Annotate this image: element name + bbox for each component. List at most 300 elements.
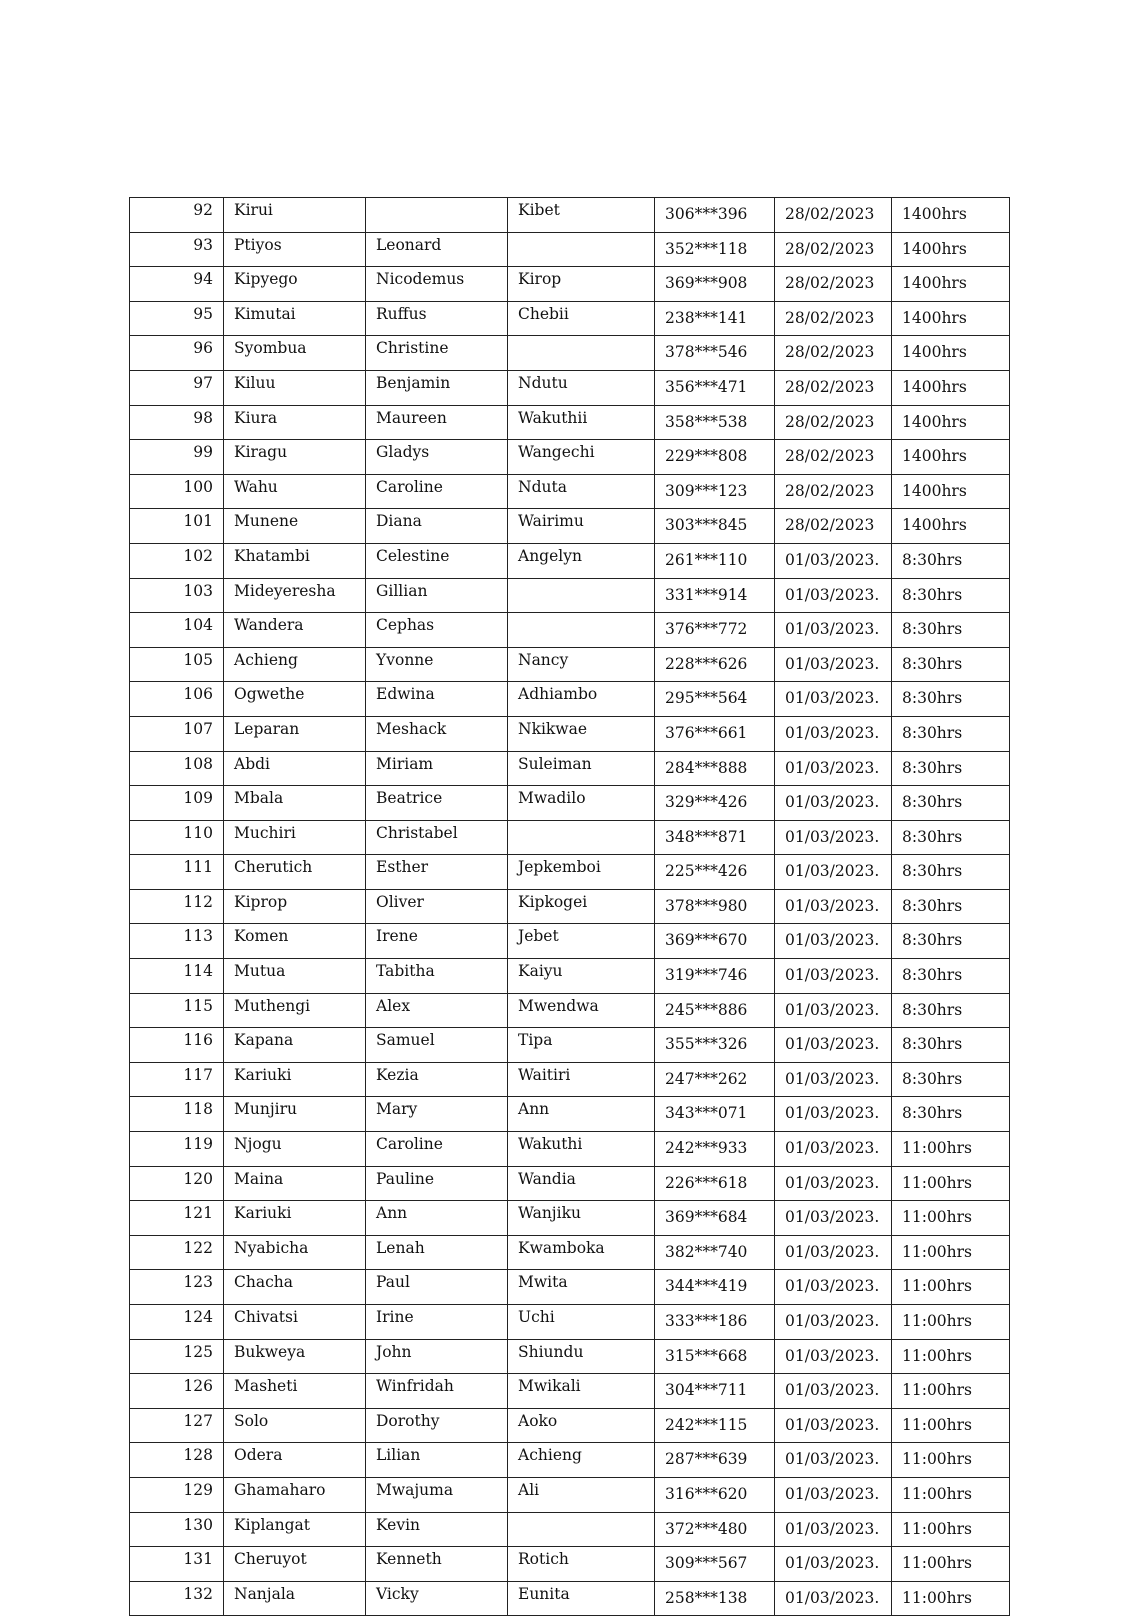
cell-other-name: Nancy: [508, 647, 655, 682]
cell-first-name: Caroline: [366, 474, 508, 509]
table-row: [130, 370, 1010, 405]
cell-id-number: 315***668: [655, 1339, 775, 1374]
cell-time: 11:00hrs: [892, 1477, 1010, 1512]
cell-other-name: Kaiyu: [508, 959, 655, 994]
cell-date: 01/03/2023.: [775, 1512, 892, 1547]
cell-other-name: Tipa: [508, 1028, 655, 1063]
cell-date: 28/02/2023: [775, 474, 892, 509]
table-row: [130, 924, 1010, 959]
cell-other-name: Mwendwa: [508, 993, 655, 1028]
cell-number: 103: [130, 578, 224, 613]
cell-number: 131: [130, 1547, 224, 1582]
cell-number: 122: [130, 1235, 224, 1270]
cell-time: 1400hrs: [892, 509, 1010, 544]
table-row: [130, 716, 1010, 751]
cell-id-number: 343***071: [655, 1097, 775, 1132]
cell-time: 8:30hrs: [892, 543, 1010, 578]
cell-id-number: 329***426: [655, 786, 775, 821]
cell-other-name: Ann: [508, 1097, 655, 1132]
cell-number: 98: [130, 405, 224, 440]
cell-id-number: 344***419: [655, 1270, 775, 1305]
cell-date: 01/03/2023.: [775, 1477, 892, 1512]
cell-other-name: [508, 820, 655, 855]
cell-first-name: Edwina: [366, 682, 508, 717]
cell-surname: Nyabicha: [224, 1235, 366, 1270]
cell-number: 113: [130, 924, 224, 959]
cell-id-number: 372***480: [655, 1512, 775, 1547]
cell-date: 01/03/2023.: [775, 1097, 892, 1132]
cell-surname: Ogwethe: [224, 682, 366, 717]
cell-number: 129: [130, 1477, 224, 1512]
cell-time: 1400hrs: [892, 232, 1010, 267]
cell-number: 119: [130, 1132, 224, 1167]
cell-time: 11:00hrs: [892, 1339, 1010, 1374]
table-row: [130, 440, 1010, 475]
cell-first-name: Beatrice: [366, 786, 508, 821]
cell-id-number: 352***118: [655, 232, 775, 267]
cell-date: 01/03/2023.: [775, 924, 892, 959]
cell-id-number: 247***262: [655, 1062, 775, 1097]
cell-time: 11:00hrs: [892, 1201, 1010, 1236]
cell-other-name: Nkikwae: [508, 716, 655, 751]
cell-date: 01/03/2023.: [775, 820, 892, 855]
cell-first-name: Christabel: [366, 820, 508, 855]
cell-first-name: Mwajuma: [366, 1477, 508, 1512]
cell-date: 01/03/2023.: [775, 993, 892, 1028]
cell-other-name: Waitiri: [508, 1062, 655, 1097]
cell-other-name: Nduta: [508, 474, 655, 509]
cell-id-number: 382***740: [655, 1235, 775, 1270]
table-row: [130, 1132, 1010, 1167]
cell-number: 118: [130, 1097, 224, 1132]
cell-date: 28/02/2023: [775, 336, 892, 371]
cell-surname: Kiragu: [224, 440, 366, 475]
cell-first-name: Ann: [366, 1201, 508, 1236]
cell-first-name: Lilian: [366, 1443, 508, 1478]
cell-first-name: Winfridah: [366, 1374, 508, 1409]
cell-id-number: 228***626: [655, 647, 775, 682]
cell-id-number: 316***620: [655, 1477, 775, 1512]
cell-number: 126: [130, 1374, 224, 1409]
cell-date: 28/02/2023: [775, 440, 892, 475]
cell-time: 8:30hrs: [892, 716, 1010, 751]
cell-number: 104: [130, 613, 224, 648]
cell-first-name: Mary: [366, 1097, 508, 1132]
cell-time: 8:30hrs: [892, 682, 1010, 717]
table-row: [130, 1408, 1010, 1443]
table-row: [130, 1235, 1010, 1270]
cell-other-name: Ndutu: [508, 370, 655, 405]
cell-first-name: John: [366, 1339, 508, 1374]
cell-other-name: Uchi: [508, 1305, 655, 1340]
table-row: [130, 1201, 1010, 1236]
cell-id-number: 376***772: [655, 613, 775, 648]
table-row: [130, 1270, 1010, 1305]
cell-id-number: 348***871: [655, 820, 775, 855]
table-row: [130, 1028, 1010, 1063]
cell-surname: Kirui: [224, 198, 366, 233]
cell-date: 28/02/2023: [775, 232, 892, 267]
cell-first-name: Caroline: [366, 1132, 508, 1167]
table-row: [130, 647, 1010, 682]
cell-surname: Maina: [224, 1166, 366, 1201]
cell-time: 1400hrs: [892, 370, 1010, 405]
cell-number: 108: [130, 751, 224, 786]
cell-number: 120: [130, 1166, 224, 1201]
cell-date: 01/03/2023.: [775, 613, 892, 648]
cell-other-name: [508, 1512, 655, 1547]
cell-number: 117: [130, 1062, 224, 1097]
cell-date: 01/03/2023.: [775, 1581, 892, 1616]
cell-time: 8:30hrs: [892, 924, 1010, 959]
table-row: [130, 993, 1010, 1028]
cell-time: 1400hrs: [892, 301, 1010, 336]
cell-surname: Leparan: [224, 716, 366, 751]
cell-number: 121: [130, 1201, 224, 1236]
cell-first-name: Esther: [366, 855, 508, 890]
cell-number: 96: [130, 336, 224, 371]
cell-id-number: 369***684: [655, 1201, 775, 1236]
cell-surname: Abdi: [224, 751, 366, 786]
cell-date: 01/03/2023.: [775, 647, 892, 682]
cell-number: 109: [130, 786, 224, 821]
table-row: [130, 1339, 1010, 1374]
cell-first-name: Samuel: [366, 1028, 508, 1063]
cell-other-name: Wakuthii: [508, 405, 655, 440]
cell-id-number: 225***426: [655, 855, 775, 890]
cell-number: 99: [130, 440, 224, 475]
cell-first-name: Gladys: [366, 440, 508, 475]
cell-time: 11:00hrs: [892, 1374, 1010, 1409]
cell-other-name: Wandia: [508, 1166, 655, 1201]
cell-surname: Ptiyos: [224, 232, 366, 267]
cell-surname: Mutua: [224, 959, 366, 994]
cell-date: 01/03/2023.: [775, 1062, 892, 1097]
cell-first-name: Christine: [366, 336, 508, 371]
cell-other-name: Aoko: [508, 1408, 655, 1443]
cell-time: 8:30hrs: [892, 889, 1010, 924]
cell-date: 28/02/2023: [775, 198, 892, 233]
cell-time: 11:00hrs: [892, 1132, 1010, 1167]
cell-id-number: 258***138: [655, 1581, 775, 1616]
cell-other-name: Ali: [508, 1477, 655, 1512]
cell-first-name: Alex: [366, 993, 508, 1028]
cell-time: 11:00hrs: [892, 1408, 1010, 1443]
cell-surname: Muchiri: [224, 820, 366, 855]
cell-date: 01/03/2023.: [775, 786, 892, 821]
candidate-table: [129, 197, 1010, 1616]
cell-date: 01/03/2023.: [775, 1408, 892, 1443]
cell-time: 1400hrs: [892, 267, 1010, 302]
cell-other-name: Kibet: [508, 198, 655, 233]
cell-id-number: 303***845: [655, 509, 775, 544]
cell-first-name: Kenneth: [366, 1547, 508, 1582]
cell-first-name: Diana: [366, 509, 508, 544]
cell-id-number: 306***396: [655, 198, 775, 233]
cell-date: 28/02/2023: [775, 370, 892, 405]
cell-id-number: 287***639: [655, 1443, 775, 1478]
cell-time: 8:30hrs: [892, 786, 1010, 821]
cell-surname: Nanjala: [224, 1581, 366, 1616]
table-row: [130, 1581, 1010, 1616]
cell-date: 01/03/2023.: [775, 1201, 892, 1236]
cell-date: 01/03/2023.: [775, 1374, 892, 1409]
cell-surname: Munene: [224, 509, 366, 544]
table-row: [130, 232, 1010, 267]
table-row: [130, 578, 1010, 613]
cell-number: 111: [130, 855, 224, 890]
cell-surname: Chivatsi: [224, 1305, 366, 1340]
cell-date: 01/03/2023.: [775, 716, 892, 751]
cell-other-name: Wakuthi: [508, 1132, 655, 1167]
cell-time: 8:30hrs: [892, 613, 1010, 648]
cell-time: 11:00hrs: [892, 1443, 1010, 1478]
cell-other-name: Kirop: [508, 267, 655, 302]
cell-first-name: Leonard: [366, 232, 508, 267]
cell-time: 11:00hrs: [892, 1166, 1010, 1201]
cell-first-name: Ruffus: [366, 301, 508, 336]
cell-date: 01/03/2023.: [775, 1166, 892, 1201]
cell-id-number: 309***567: [655, 1547, 775, 1582]
cell-id-number: 319***746: [655, 959, 775, 994]
cell-id-number: 229***808: [655, 440, 775, 475]
table-row: [130, 1305, 1010, 1340]
cell-time: 1400hrs: [892, 440, 1010, 475]
cell-number: 110: [130, 820, 224, 855]
cell-number: 97: [130, 370, 224, 405]
cell-other-name: Wanjiku: [508, 1201, 655, 1236]
cell-date: 01/03/2023.: [775, 889, 892, 924]
cell-date: 01/03/2023.: [775, 959, 892, 994]
cell-surname: Kariuki: [224, 1201, 366, 1236]
table-row: [130, 1166, 1010, 1201]
cell-first-name: Maureen: [366, 405, 508, 440]
cell-first-name: Yvonne: [366, 647, 508, 682]
cell-number: 124: [130, 1305, 224, 1340]
cell-surname: Kiluu: [224, 370, 366, 405]
cell-date: 01/03/2023.: [775, 543, 892, 578]
cell-time: 8:30hrs: [892, 855, 1010, 890]
cell-number: 127: [130, 1408, 224, 1443]
cell-first-name: Celestine: [366, 543, 508, 578]
cell-time: 1400hrs: [892, 474, 1010, 509]
cell-date: 01/03/2023.: [775, 855, 892, 890]
cell-id-number: 358***538: [655, 405, 775, 440]
table-row: [130, 1374, 1010, 1409]
cell-other-name: Jebet: [508, 924, 655, 959]
cell-number: 93: [130, 232, 224, 267]
cell-first-name: Kezia: [366, 1062, 508, 1097]
table-row: [130, 1512, 1010, 1547]
cell-id-number: 369***908: [655, 267, 775, 302]
cell-time: 8:30hrs: [892, 1062, 1010, 1097]
cell-time: 8:30hrs: [892, 647, 1010, 682]
cell-first-name: Lenah: [366, 1235, 508, 1270]
cell-surname: Achieng: [224, 647, 366, 682]
cell-time: 11:00hrs: [892, 1305, 1010, 1340]
table-row: [130, 509, 1010, 544]
cell-id-number: 242***933: [655, 1132, 775, 1167]
cell-surname: Ghamaharo: [224, 1477, 366, 1512]
cell-surname: Cherutich: [224, 855, 366, 890]
cell-surname: Wandera: [224, 613, 366, 648]
table-row: [130, 1477, 1010, 1512]
table-row: [130, 786, 1010, 821]
cell-surname: Chacha: [224, 1270, 366, 1305]
cell-number: 94: [130, 267, 224, 302]
cell-date: 28/02/2023: [775, 509, 892, 544]
cell-first-name: Meshack: [366, 716, 508, 751]
cell-surname: Kiplangat: [224, 1512, 366, 1547]
cell-first-name: Nicodemus: [366, 267, 508, 302]
cell-id-number: 295***564: [655, 682, 775, 717]
cell-other-name: Jepkemboi: [508, 855, 655, 890]
cell-date: 01/03/2023.: [775, 751, 892, 786]
cell-number: 128: [130, 1443, 224, 1478]
cell-other-name: Suleiman: [508, 751, 655, 786]
cell-number: 130: [130, 1512, 224, 1547]
cell-date: 01/03/2023.: [775, 1547, 892, 1582]
cell-date: 28/02/2023: [775, 267, 892, 302]
table-row: [130, 820, 1010, 855]
cell-id-number: 378***980: [655, 889, 775, 924]
cell-other-name: Kipkogei: [508, 889, 655, 924]
cell-first-name: Irene: [366, 924, 508, 959]
cell-id-number: 226***618: [655, 1166, 775, 1201]
cell-surname: Komen: [224, 924, 366, 959]
cell-time: 11:00hrs: [892, 1235, 1010, 1270]
cell-id-number: 261***110: [655, 543, 775, 578]
cell-other-name: Mwadilo: [508, 786, 655, 821]
cell-number: 105: [130, 647, 224, 682]
table-row: [130, 751, 1010, 786]
cell-number: 106: [130, 682, 224, 717]
table-row: [130, 1547, 1010, 1582]
cell-first-name: Kevin: [366, 1512, 508, 1547]
cell-date: 01/03/2023.: [775, 578, 892, 613]
cell-first-name: Benjamin: [366, 370, 508, 405]
cell-time: 11:00hrs: [892, 1512, 1010, 1547]
cell-number: 115: [130, 993, 224, 1028]
cell-id-number: 284***888: [655, 751, 775, 786]
table-row: [130, 959, 1010, 994]
table-row: [130, 198, 1010, 233]
cell-surname: Muthengi: [224, 993, 366, 1028]
cell-id-number: 245***886: [655, 993, 775, 1028]
cell-first-name: Pauline: [366, 1166, 508, 1201]
cell-first-name: Miriam: [366, 751, 508, 786]
cell-date: 01/03/2023.: [775, 1235, 892, 1270]
cell-date: 28/02/2023: [775, 405, 892, 440]
cell-first-name: Oliver: [366, 889, 508, 924]
cell-number: 107: [130, 716, 224, 751]
cell-first-name: Paul: [366, 1270, 508, 1305]
cell-surname: Kapana: [224, 1028, 366, 1063]
table-row: [130, 301, 1010, 336]
table-row: [130, 1097, 1010, 1132]
cell-surname: Mideyeresha: [224, 578, 366, 613]
cell-time: 8:30hrs: [892, 1028, 1010, 1063]
cell-other-name: Kwamboka: [508, 1235, 655, 1270]
cell-date: 01/03/2023.: [775, 1339, 892, 1374]
cell-number: 132: [130, 1581, 224, 1616]
table-row: [130, 1443, 1010, 1478]
cell-id-number: 376***661: [655, 716, 775, 751]
cell-date: 01/03/2023.: [775, 1443, 892, 1478]
table-row: [130, 336, 1010, 371]
cell-other-name: Shiundu: [508, 1339, 655, 1374]
cell-date: 01/03/2023.: [775, 1270, 892, 1305]
cell-first-name: Vicky: [366, 1581, 508, 1616]
cell-number: 101: [130, 509, 224, 544]
cell-id-number: 355***326: [655, 1028, 775, 1063]
table-row: [130, 613, 1010, 648]
cell-surname: Cheruyot: [224, 1547, 366, 1582]
cell-time: 11:00hrs: [892, 1270, 1010, 1305]
cell-surname: Munjiru: [224, 1097, 366, 1132]
cell-surname: Njogu: [224, 1132, 366, 1167]
cell-number: 92: [130, 198, 224, 233]
cell-date: 01/03/2023.: [775, 1132, 892, 1167]
cell-time: 8:30hrs: [892, 1097, 1010, 1132]
cell-other-name: [508, 232, 655, 267]
cell-other-name: [508, 613, 655, 648]
document-page: [129, 197, 1009, 1616]
cell-surname: Mbala: [224, 786, 366, 821]
cell-other-name: Wairimu: [508, 509, 655, 544]
cell-other-name: Chebii: [508, 301, 655, 336]
cell-id-number: 356***471: [655, 370, 775, 405]
cell-first-name: Dorothy: [366, 1408, 508, 1443]
cell-surname: Wahu: [224, 474, 366, 509]
cell-other-name: Eunita: [508, 1581, 655, 1616]
cell-other-name: Mwita: [508, 1270, 655, 1305]
cell-id-number: 378***546: [655, 336, 775, 371]
cell-surname: Solo: [224, 1408, 366, 1443]
cell-surname: Khatambi: [224, 543, 366, 578]
cell-surname: Syombua: [224, 336, 366, 371]
table-body: [130, 198, 1010, 1616]
cell-other-name: Rotich: [508, 1547, 655, 1582]
cell-time: 11:00hrs: [892, 1547, 1010, 1582]
cell-id-number: 333***186: [655, 1305, 775, 1340]
cell-id-number: 238***141: [655, 301, 775, 336]
cell-id-number: 309***123: [655, 474, 775, 509]
cell-number: 125: [130, 1339, 224, 1374]
cell-id-number: 331***914: [655, 578, 775, 613]
table-row: [130, 267, 1010, 302]
cell-number: 95: [130, 301, 224, 336]
cell-number: 102: [130, 543, 224, 578]
cell-surname: Kiprop: [224, 889, 366, 924]
cell-time: 11:00hrs: [892, 1581, 1010, 1616]
cell-other-name: Adhiambo: [508, 682, 655, 717]
cell-time: 8:30hrs: [892, 578, 1010, 613]
table-row: [130, 405, 1010, 440]
cell-id-number: 242***115: [655, 1408, 775, 1443]
cell-surname: Masheti: [224, 1374, 366, 1409]
cell-other-name: Achieng: [508, 1443, 655, 1478]
cell-first-name: Gillian: [366, 578, 508, 613]
cell-surname: Bukweya: [224, 1339, 366, 1374]
cell-other-name: Mwikali: [508, 1374, 655, 1409]
cell-date: 01/03/2023.: [775, 682, 892, 717]
cell-id-number: 304***711: [655, 1374, 775, 1409]
cell-other-name: [508, 336, 655, 371]
cell-other-name: Wangechi: [508, 440, 655, 475]
cell-time: 8:30hrs: [892, 820, 1010, 855]
cell-first-name: [366, 198, 508, 233]
